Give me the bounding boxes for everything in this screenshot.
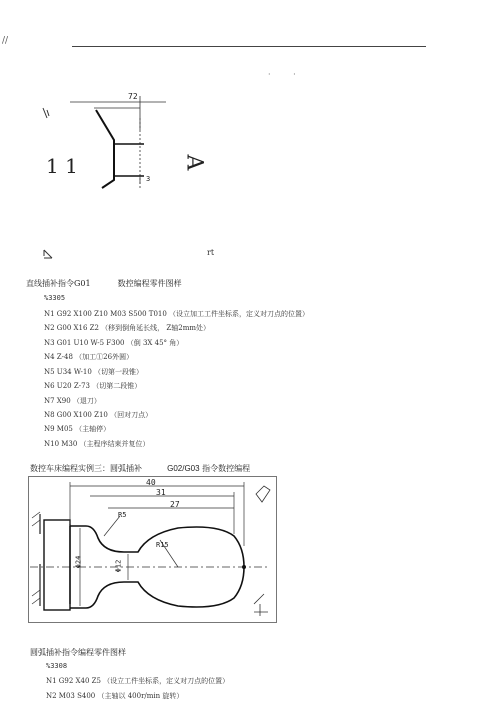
dimension-label-31: 31 [156,488,166,497]
section-3-title: 圆弧插补指令编程零件图样 [30,648,126,657]
code-line: N2 G00 X16 Z2 （移到倒角延长线， Z轴2mm处） [44,324,211,332]
section-1-title-left: 直线插补指令G01 [26,279,91,288]
section-1-title [26,278,182,289]
figure-1-drawing [36,88,216,268]
marker-label: 3 [146,175,151,183]
code-line: N7 X90 （退刀） [44,397,101,405]
code-line: N2 M03 S400 （主轴以 400r/min 旋转） [46,692,184,700]
code-line: N9 M05 （主轴停） [44,425,111,433]
program-number-3305: %3305 [44,294,66,302]
figure-1-caption: rt [207,248,215,257]
radius-label-r15: R15 [156,541,169,549]
section-2-title-left: 数控车床编程实例三：圆弧插补 [30,464,142,473]
dimension-label-72: 72 [128,92,138,101]
code-line: N6 U20 Z-73 （切第二段锥） [44,382,142,390]
code-line: N4 Z-48 （加工①26外圆） [44,353,134,361]
diameter-label-24: Φ24 [74,555,83,569]
part-number-label: 1 1 [46,154,78,178]
header-mark: // [2,36,9,46]
diameter-label-12: Φ12 [114,559,123,573]
code-line: N3 G01 U10 W-5 F300 （倒 3X 45° 角） [44,339,184,347]
section-2-title-code: G02/G03 [167,464,200,473]
decorative-dots: · · [268,70,306,79]
code-line: N1 G92 X100 Z10 M03 S500 T010 （设立加工工件坐标系，定义对刀点的位置） [44,310,310,318]
code-line: N5 U34 W-10 （切第一段锥） [44,368,144,376]
code-line: N10 M30 （主程序结束并复位） [44,440,150,448]
section-2-title [30,463,250,474]
section-1-title-right: 数控编程零件图样 [117,279,182,288]
program-number-3308: %3308 [46,662,68,670]
view-letter-a: A [181,154,207,171]
dimension-label-27: 27 [170,500,180,509]
dimension-label-40: 40 [146,478,156,487]
radius-label-r5: R5 [118,511,127,519]
code-line: N8 G00 X100 Z10 （回对刀点） [44,411,153,419]
section-2-title-right: 指令数控编程 [202,464,251,473]
header-rule [72,46,426,47]
figure-2-drawing [28,476,278,626]
code-line: N1 G92 X40 Z5 （设立工件坐标系，定义对刀点的位置） [46,677,230,685]
